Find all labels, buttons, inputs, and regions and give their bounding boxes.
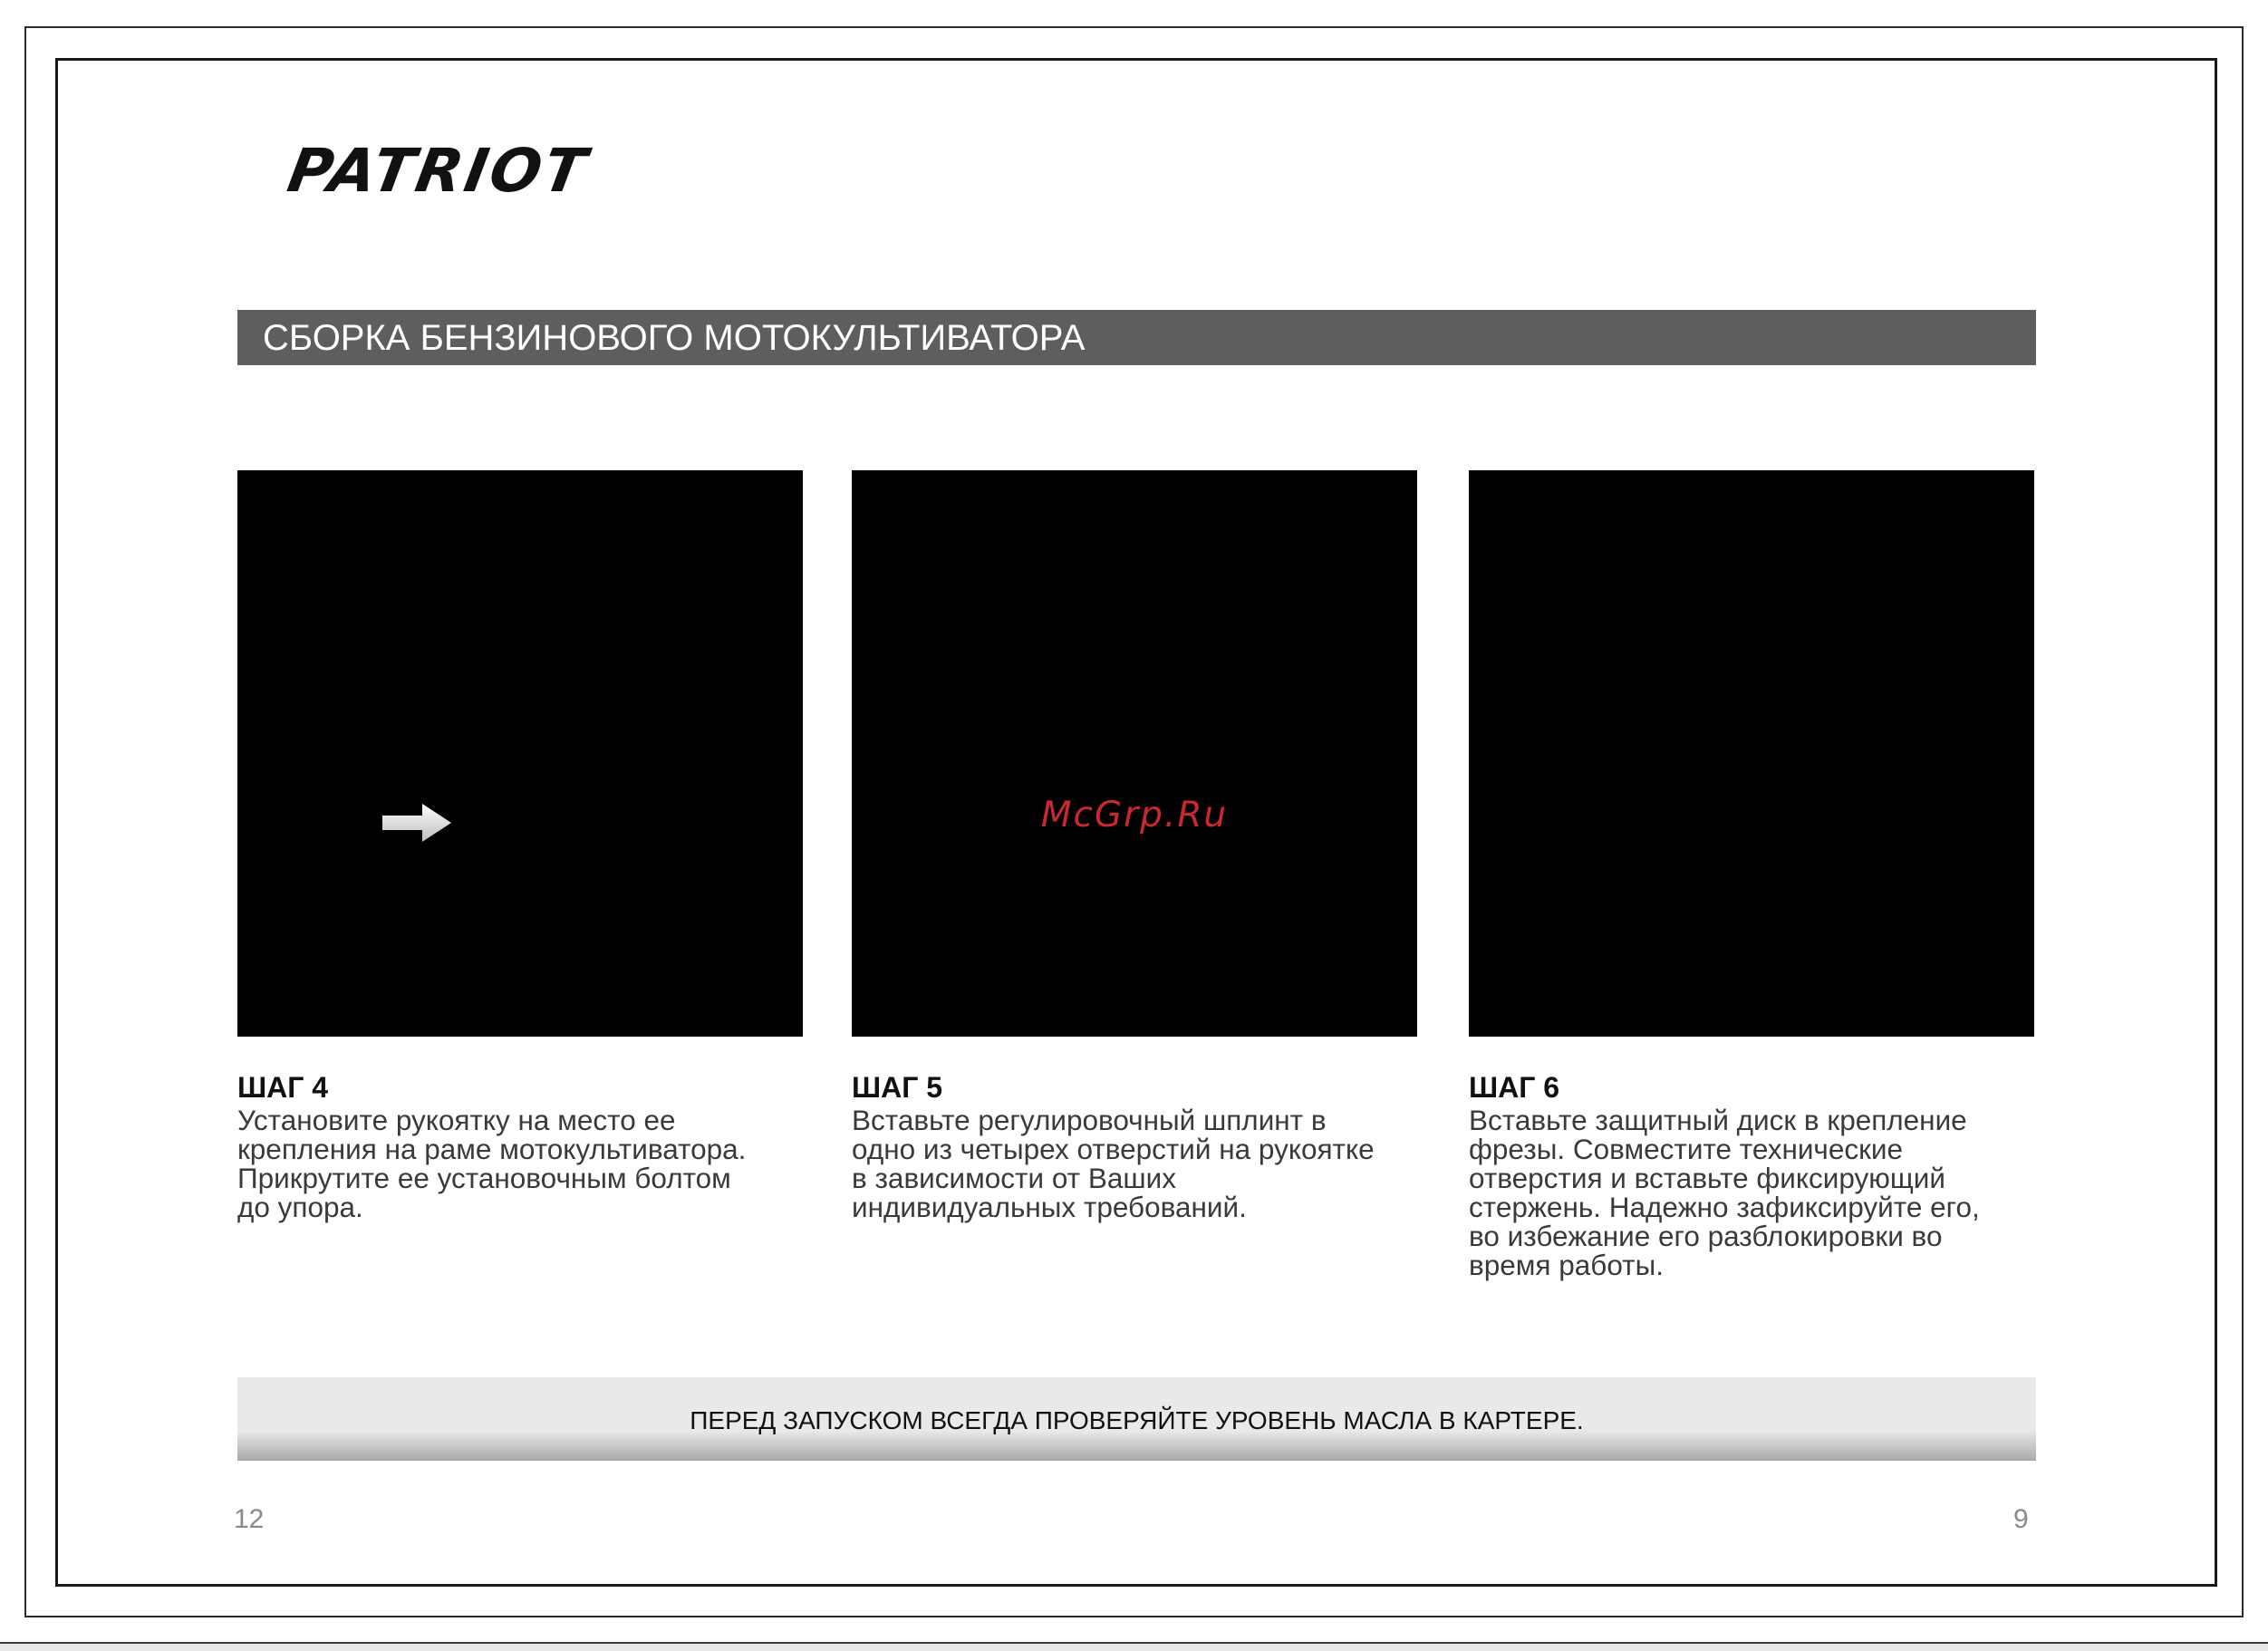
- step-5: [852, 470, 1417, 1221]
- step-6-text: Вставьте защитный диск в крепление фрезы. Совместите технические отверстия и вставьте фиксирующий стержень. Надежно зафиксируйте его, во избежание его разблокировки во время работы.: [1469, 1104, 1980, 1281]
- oil-note-text: ПЕРЕД ЗАПУСКОМ ВСЕГДА ПРОВЕРЯЙТЕ УРОВЕНЬ МАСЛА В КАРТЕРЕ.: [690, 1406, 1584, 1434]
- step-4: [237, 470, 803, 1221]
- step-5-image: [852, 470, 1417, 1037]
- step-6-image: [1469, 470, 2034, 1037]
- step-4-text: Установите рукоятку на место ее крепления на раме мотокультиватора. Прикрутите ее установочным болтом до упора.: [237, 1104, 747, 1223]
- page-number-right: 9: [2013, 1504, 2029, 1534]
- patriot-logo: PATRIOT: [283, 136, 594, 206]
- step-5-text: Вставьте регулировочный шплинт в одно из четырех отверстий на рукоятке в зависимости от Ваших индивидуальных требований.: [852, 1104, 1375, 1223]
- watermark: McGrp.Ru: [1040, 795, 1229, 835]
- step-4-image: [237, 470, 803, 1037]
- section-title: СБОРКА БЕНЗИНОВОГО МОТОКУЛЬТИВАТОРА: [263, 318, 1086, 358]
- step-6: [1469, 470, 2034, 1279]
- step-5-title: ШАГ 5: [852, 1071, 943, 1104]
- bottom-strip: [0, 1642, 2268, 1651]
- step-6-title: ШАГ 6: [1469, 1071, 1560, 1104]
- arrow-right-icon: [382, 802, 453, 844]
- page-number-left: 12: [234, 1504, 265, 1534]
- step-4-title: ШАГ 4: [237, 1071, 329, 1104]
- oil-note-bar: [237, 1377, 2036, 1461]
- section-header: [237, 310, 2036, 365]
